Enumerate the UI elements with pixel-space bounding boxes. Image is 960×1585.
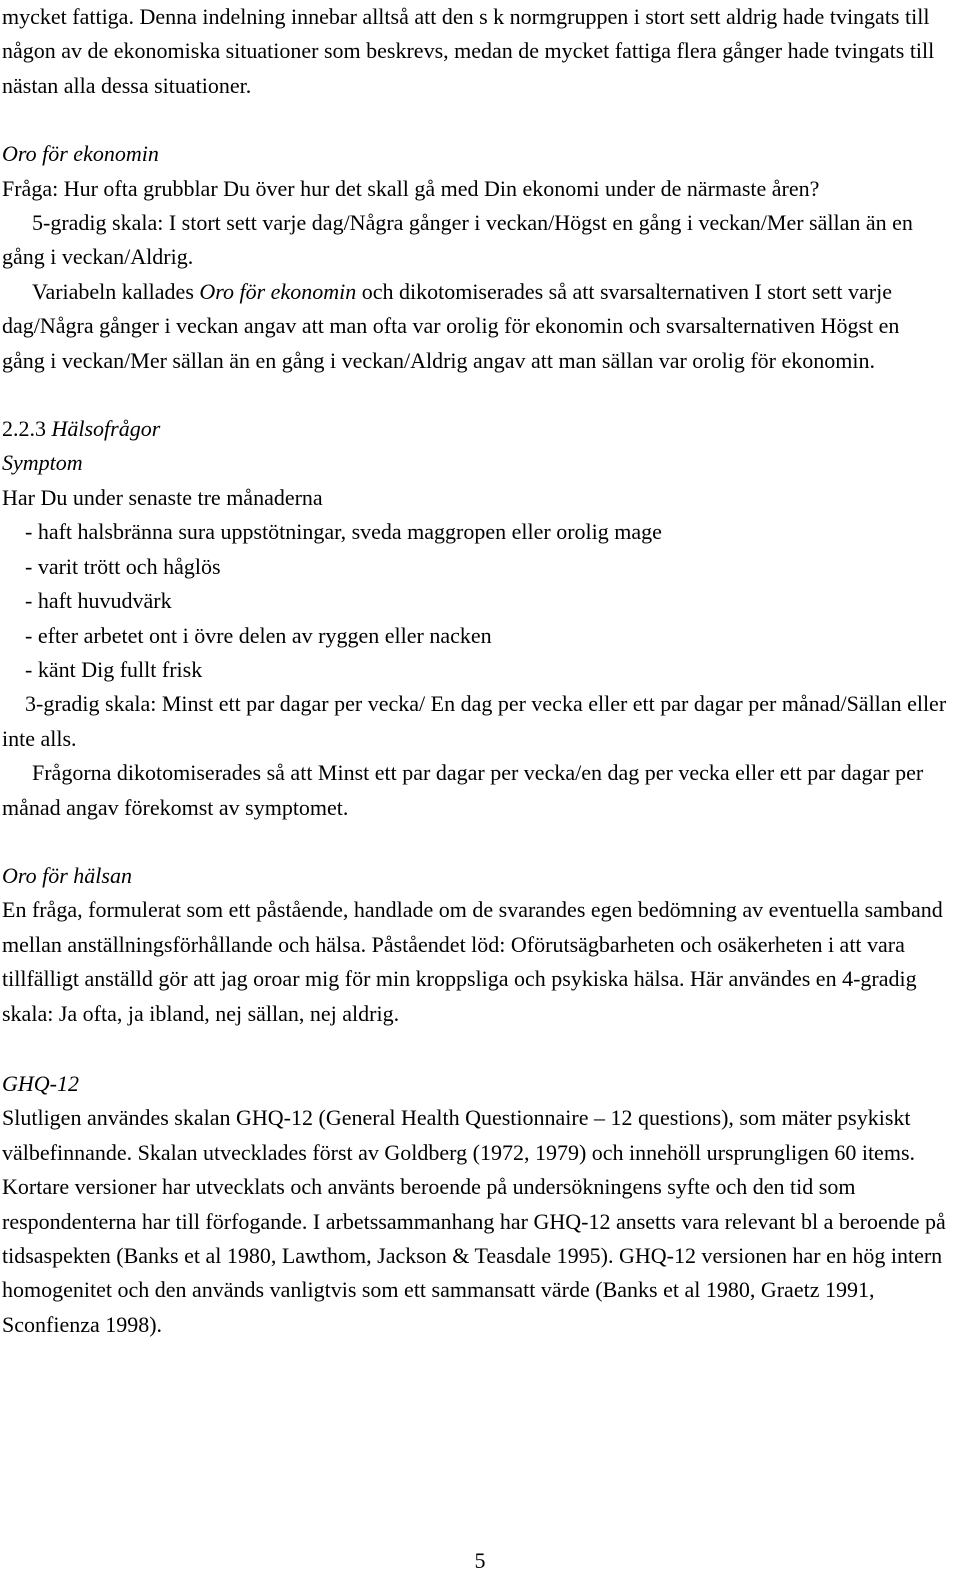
heading-oro-halsan: Oro för hälsan <box>2 862 132 888</box>
symptom-item: - känt Dig fullt frisk <box>25 656 203 682</box>
symptom-item: - varit trött och håglös <box>25 553 221 579</box>
symptom-scale: 3-gradig skala: Minst ett par dagar per vecka/ En dag per vecka eller ett par dagar per månad/Sällan eller inte alls. <box>2 691 947 751</box>
heading-number: 2.2.3 <box>2 416 52 442</box>
page-number: 5 <box>474 1548 486 1573</box>
heading-symptom: Symptom <box>2 450 83 476</box>
variable-text-post: och dikotomiserades så att svarsalternativen I stort sett varje dag/Några gånger i veckan angav att man ofta var orolig för ekonomin och svarsalternativen Högst en gång i veckan/Mer sällan än en gång i veckan/Aldrig angav att man sällan var orolig för ekonomin. <box>2 278 900 373</box>
scale-ekonomi: 5-gradig skala: I stort sett varje dag/Några gånger i veckan/Högst en gång i veckan/Mer sällan än en gång i veckan/Aldrig. <box>2 210 913 270</box>
ghq-text: Slutligen användes skalan GHQ-12 (General Health Questionnaire – 12 questions), som mäter psykiskt välbefinnande. Skalan utvecklades först av Goldberg (1972, 1979) och innehöll ursprungligen 60 items. Kortare versioner har utvecklats och använts beroende på undersökningens syfte och den tid som respondenterna har till förfogande. I arbetssammanhang har GHQ-12 ansetts vara relevant bl a beroende på tidsaspekten (Banks et al 1980, Lawthom, Jackson & Teasdale 1995). GHQ-12 versionen har en hög intern homogenitet och den används vanligtvis som ett sammansatt värde (Banks et al 1980, Graetz 1991, Sconfienza 1998). <box>2 1105 946 1337</box>
symptom-dicho: Frågorna dikotomiserades så att Minst ett par dagar per vecka/en dag per vecka eller ett par dagar per månad angav förekomst av symptomet. <box>2 760 924 820</box>
section-ghq <box>2 1067 947 1342</box>
heading-ghq: GHQ-12 <box>2 1070 79 1096</box>
question-ekonomi: Fråga: Hur ofta grubblar Du över hur det skall gå med Din ekonomi under de närmaste åren? <box>2 175 820 201</box>
document-page <box>2 0 947 1342</box>
heading-text: Hälsofrågor <box>51 416 161 442</box>
heading-halsofragor <box>2 412 947 446</box>
symptom-item: - efter arbetet ont i övre delen av ryggen eller nacken <box>25 622 492 648</box>
symptom-intro: Har Du under senaste tre månaderna <box>2 484 323 510</box>
oro-halsan-text: En fråga, formulerat som ett påstående, handlade om de svarandes egen bedömning av eventuella samband mellan anställningsförhållande och hälsa. Påståendet löd: Oförutsägbarheten och osäkerheten i att vara tillfälligt anställd gör att jag oroar mig för min kroppsliga och psykiska hälsa. Här användes en 4-gradig skala: Ja ofta, ja ibland, nej sällan, nej aldrig. <box>2 897 943 1026</box>
variable-paragraph <box>2 275 947 378</box>
section-oro-ekonomin <box>2 137 947 378</box>
symptom-item: - haft halsbränna sura uppstötningar, sveda maggropen eller orolig mage <box>25 519 662 545</box>
symptom-item: - haft huvudvärk <box>25 588 172 614</box>
variable-text-pre: Variabeln kallades <box>32 278 200 304</box>
intro-paragraph: mycket fattiga. Denna indelning innebar alltså att den s k normgruppen i stort sett aldrig hade tvingats till någon av de ekonomiska situationer som beskrevs, medan de mycket fattiga flera gånger hade tvingats till nästan alla dessa situationer. <box>2 4 935 98</box>
variable-name: Oro för ekonomin <box>199 278 357 304</box>
section-halsofragor <box>2 412 947 825</box>
heading-oro-ekonomin: Oro för ekonomin <box>2 141 159 167</box>
section-oro-halsan <box>2 859 947 1031</box>
